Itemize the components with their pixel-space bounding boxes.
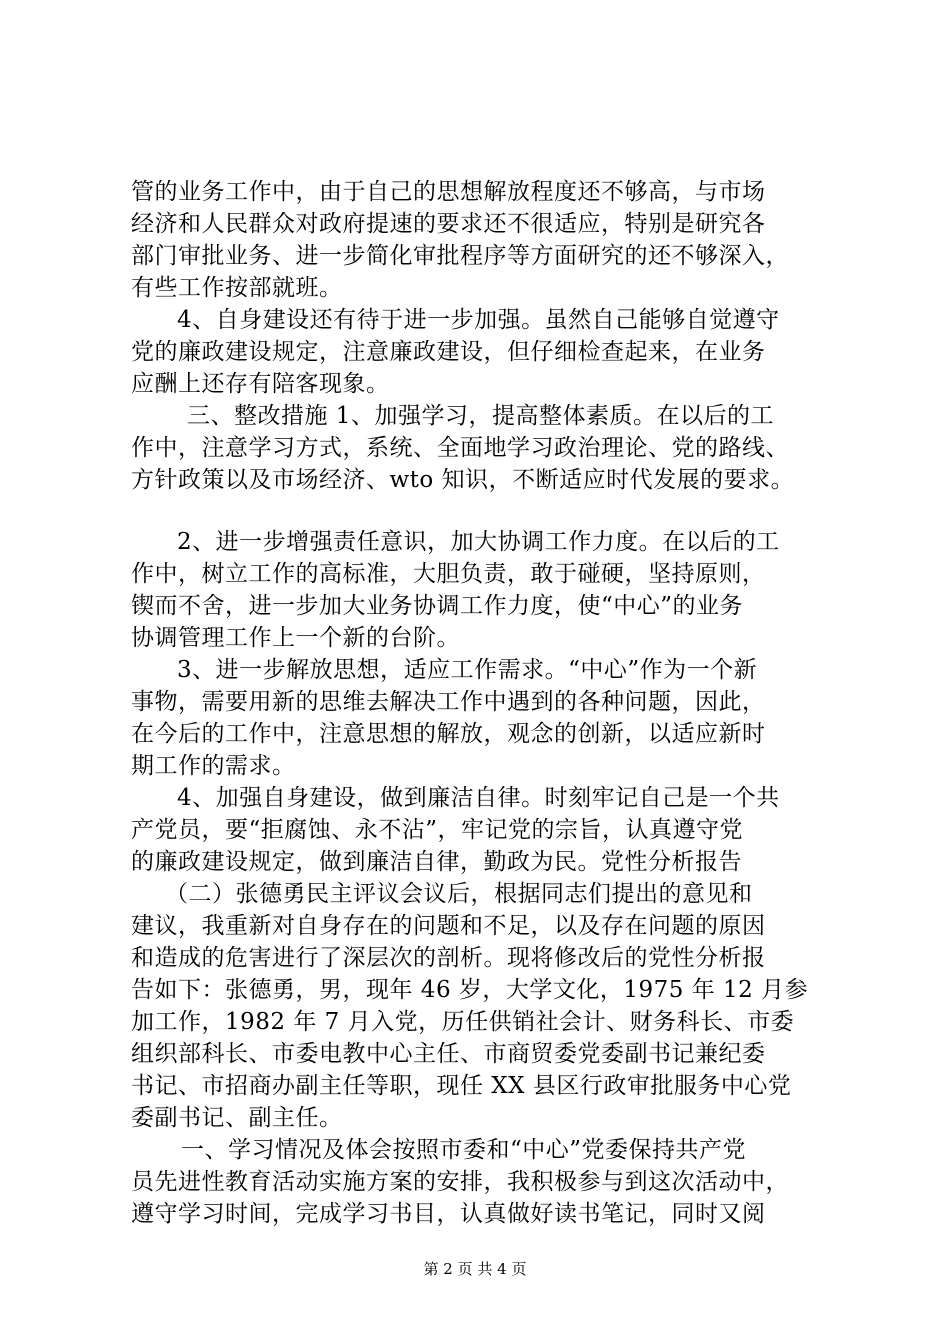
page-number: 第 2 页 共 4 页 — [423, 1260, 527, 1278]
text-line: （二）张德勇民主评议会议后，根据同志们提出的意见和 — [165, 881, 753, 907]
text-line: 加工作，1982 年 7 月入党，历任供销社会计、财务科长、市委 — [131, 1009, 795, 1035]
body-text — [131, 176, 836, 1230]
paragraph-gap — [131, 496, 836, 526]
text-line: 作中，注意学习方式，系统、全面地学习政治理论、党的路线、 — [131, 435, 789, 461]
text-line: 书记、市招商办副主任等职，现任 XX 县区行政审批服务中心党 — [131, 1073, 792, 1099]
text-line: 3、进一步解放思想，适应工作需求。“中心”作为一个新 — [177, 657, 758, 683]
text-line: 三、整改措施 1、加强学习，提高整体素质。在以后的工 — [187, 403, 774, 429]
text-line: 2、进一步增强责任意识，加大协调工作力度。在以后的工 — [177, 529, 780, 555]
text-line: 建议，我重新对自身存在的问题和不足，以及存在问题的原因 — [131, 913, 766, 939]
text-line: 一、学习情况及体会按照市委和“中心”党委保持共产党 — [181, 1137, 747, 1163]
page-footer — [0, 1259, 950, 1279]
text-line: 遵守学习时间，完成学习书目，认真做好读书笔记，同时又阅 — [131, 1201, 766, 1227]
text-line: 经济和人民群众对政府提速的要求还不很适应，特别是研究各 — [131, 211, 766, 237]
text-line: 期工作的需求。 — [131, 753, 296, 779]
text-line: 4、加强自身建设，做到廉洁自律。时刻牢记自己是一个共 — [177, 785, 780, 811]
text-line: 锲而不舍，进一步加大业务协调工作力度，使“中心”的业务 — [131, 593, 744, 619]
text-line: 应酬上还存有陪客现象。 — [131, 371, 390, 397]
text-line: 委副书记、副主任。 — [131, 1105, 343, 1131]
text-line: 员先进性教育活动实施方案的安排，我积极参与到这次活动中， — [131, 1169, 789, 1195]
text-line: 部门审批业务、进一步简化审批程序等方面研究的还不够深入， — [131, 243, 789, 269]
text-line: 有些工作按部就班。 — [131, 275, 343, 301]
text-line: 协调管理工作上一个新的台阶。 — [131, 625, 460, 651]
text-line: 告如下：张德勇，男，现年 46 岁，大学文化，1975 年 12 月参 — [131, 977, 809, 1003]
text-line: 组织部科长、市委电教中心主任、市商贸委党委副书记兼纪委 — [131, 1041, 766, 1067]
text-line: 产党员，要“拒腐蚀、永不沾”，牢记党的宗旨，认真遵守党 — [131, 817, 744, 843]
text-line: 作中，树立工作的高标准，大胆负责，敢于碰硬，坚持原则， — [131, 561, 766, 587]
text-line: 和造成的危害进行了深层次的剖析。现将修改后的党性分析报 — [131, 945, 766, 971]
text-line: 管的业务工作中，由于自己的思想解放程度还不够高，与市场 — [131, 179, 766, 205]
text-line: 事物，需要用新的思维去解决工作中遇到的各种问题，因此， — [131, 689, 766, 715]
text-line: 的廉政建设规定，做到廉洁自律，勤政为民。党性分析报告 — [131, 849, 742, 875]
text-line: 4、自身建设还有待于进一步加强。虽然自己能够自觉遵守 — [177, 307, 780, 333]
text-line: 方针政策以及市场经济、wto 知识，不断适应时代发展的要求。 — [131, 467, 795, 493]
text-line: 在今后的工作中，注意思想的解放，观念的创新，以适应新时 — [131, 721, 766, 747]
text-line: 党的廉政建设规定，注意廉政建设，但仔细检查起来，在业务 — [131, 339, 766, 365]
